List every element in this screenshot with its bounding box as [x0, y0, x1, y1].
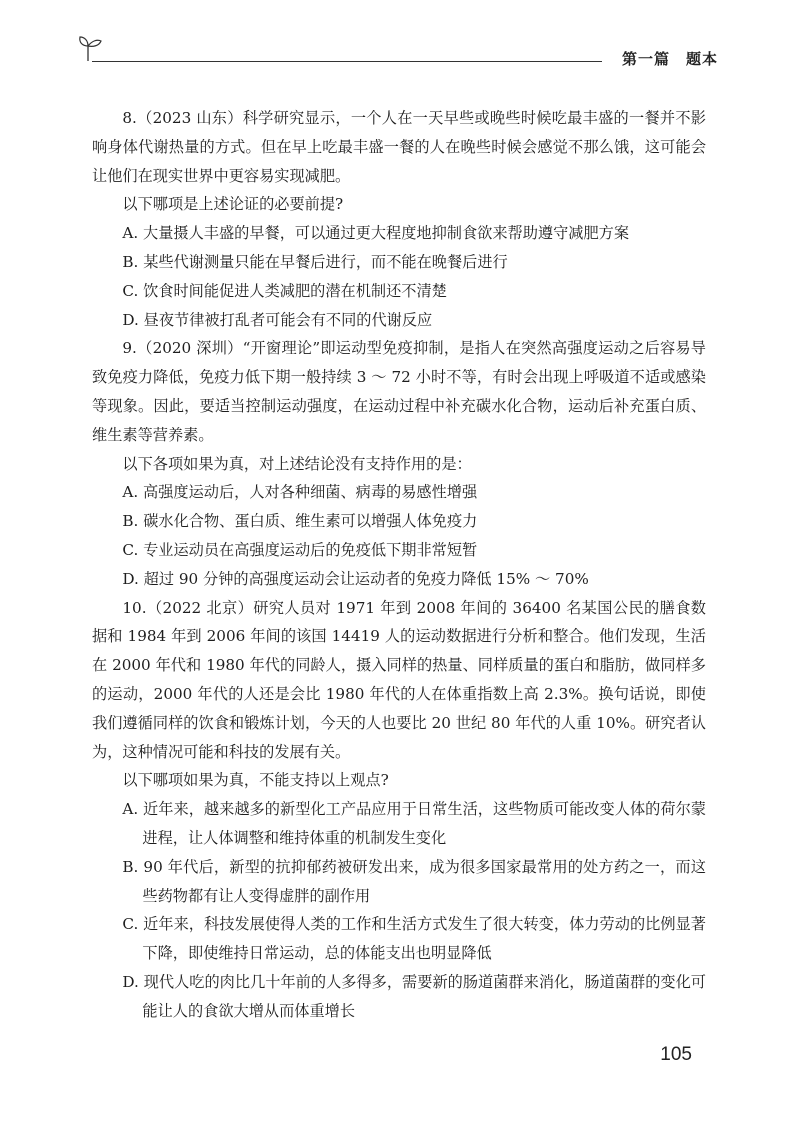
option-b: B. 某些代谢测量只能在早餐后进行，而不能在晚餐后进行: [122, 252, 508, 271]
option-c: C. 近年来，科技发展使得人类的工作和生活方式发生了很大转变，体力劳动的比例显著下降，即使维持日常运动，总的体能支出也明显降低: [122, 915, 706, 963]
option-d: D. 现代人吃的肉比几十年前的人多得多，需要新的肠道菌群来消化，肠道菌群的变化可能让人的食欲大增从而体重增长: [122, 972, 706, 1020]
page-content: [92, 104, 706, 1026]
option-b: B. 碳水化合物、蛋白质、维生素可以增强人体免疫力: [122, 512, 478, 531]
option-c: C. 饮食时间能促进人类减肥的潜在机制还不清楚: [122, 281, 447, 300]
option-a: A. 大量摄人丰盛的早餐，可以通过更大程度地抑制食欲来帮助遵守减肥方案: [122, 224, 630, 243]
question-stem: 8.（2023 山东）科学研究显示，一个人在一天早些或晚些时候吃最丰盛的一餐并不影响身体代谢热量的方式。但在早上吃最丰盛一餐的人在晚些时候会感觉不那么饿，这可能会让他们在现实世界中更容易实现减肥。: [92, 109, 706, 185]
question-prompt: 以下哪项是上述论证的必要前提?: [122, 195, 344, 214]
page-header: [78, 34, 718, 74]
header-rule: [92, 61, 602, 62]
section-title: 第一篇 题本: [621, 50, 718, 68]
question-prompt: 以下各项如果为真，对上述结论没有支持作用的是：: [122, 454, 472, 473]
page-number: 105: [660, 1044, 692, 1065]
option-b: B. 90 年代后，新型的抗抑郁药被研发出来，成为很多国家最常用的处方药之一，而这些药物都有让人变得虚胖的副作用: [122, 857, 706, 905]
sprout-icon: [78, 34, 110, 62]
question-stem: 9.（2020 深圳）“开窗理论”即运动型免疫抑制，是指人在突然高强度运动之后容易导致免疫力降低，免疫力低下期一般持续 3 ～ 72 小时不等，有时会出现上呼吸道不适或感染等现象。因此，要适当控制运动强度，在运动过程中补充碳水化合物，运动后补充蛋白质、维生素等营养素。: [92, 339, 706, 444]
question-9: [92, 334, 706, 593]
question-stem: 10.（2022 北京）研究人员对 1971 年到 2008 年间的 36400 名某国公民的膳食数据和 1984 年到 2006 年间的该国 14419 人的运动数据进行分析和整合。他们发现，生活在 2000 年代和 1980 年代的同龄人，摄入同样的热量、同样质量的蛋白和脂肪，做同样多的运动，2000 年代的人还是会比 1980 年代的人在体重指数上高 2.3%。换句话说，即使我们遵循同样的饮食和锻炼计划，今天的人也要比 20 世纪 80 年代的人重 10%。研究者认为，这种情况可能和科技的发展有关。: [92, 598, 706, 761]
question-prompt: 以下哪项如果为真，不能支持以上观点?: [122, 771, 389, 790]
option-c: C. 专业运动员在高强度运动后的免疫低下期非常短暂: [122, 540, 478, 559]
option-a: A. 近年来，越来越多的新型化工产品应用于日常生活，这些物质可能改变人体的荷尔蒙进程，让人体调整和维持体重的机制发生变化: [122, 800, 706, 847]
option-a: A. 高强度运动后，人对各种细菌、病毒的易感性增强: [122, 483, 478, 502]
question-10: [92, 594, 706, 1026]
option-d: D. 超过 90 分钟的高强度运动会让运动者的免疫力降低 15% ～ 70%: [122, 569, 589, 588]
question-8: [92, 104, 706, 334]
option-d: D. 昼夜节律被打乱者可能会有不同的代谢反应: [122, 310, 433, 329]
